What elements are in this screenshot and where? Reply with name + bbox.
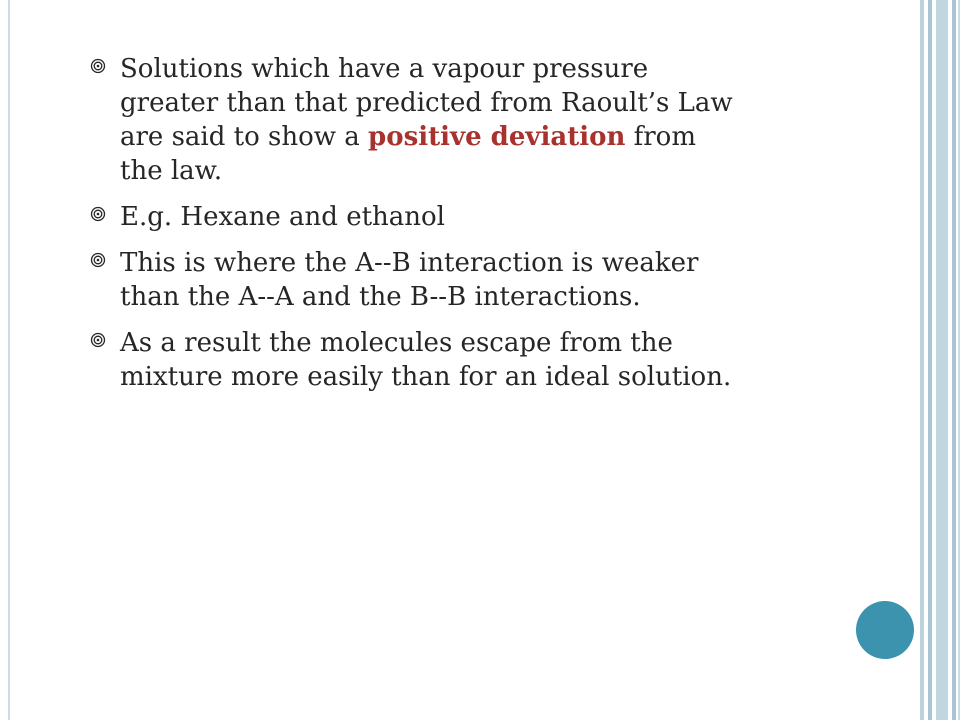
circled-bullet-icon [88,330,108,350]
bullet-item-example [88,200,738,234]
bullet-list [88,52,738,406]
bullet-text: from the law. [120,122,696,186]
bullet-item-positive-deviation [88,52,738,188]
right-frame-bar [952,0,956,720]
decorative-circle [856,601,914,659]
left-border-line [8,0,10,720]
bullet-text: As a result the molecules escape from the mixture more easily than for an ideal solution. [120,328,732,392]
right-frame-bar [928,0,932,720]
right-frame-bar [920,0,924,720]
bullet-text: Solutions which have a vapour pressure greater than that predicted from Raoult’s Law are said to show a [120,54,733,152]
circled-bullet-icon [88,250,108,270]
circled-bullet-icon [88,56,108,76]
bullet-text: E.g. Hexane and ethanol [120,202,445,232]
circled-bullet-icon [88,204,108,224]
bullet-item-interaction [88,246,738,314]
highlight-term: positive deviation [368,122,626,152]
right-frame-bar [936,0,948,720]
bullet-item-result [88,326,738,394]
bullet-text: This is where the A--B interaction is weaker than the A--A and the B--B interactions. [120,248,699,312]
